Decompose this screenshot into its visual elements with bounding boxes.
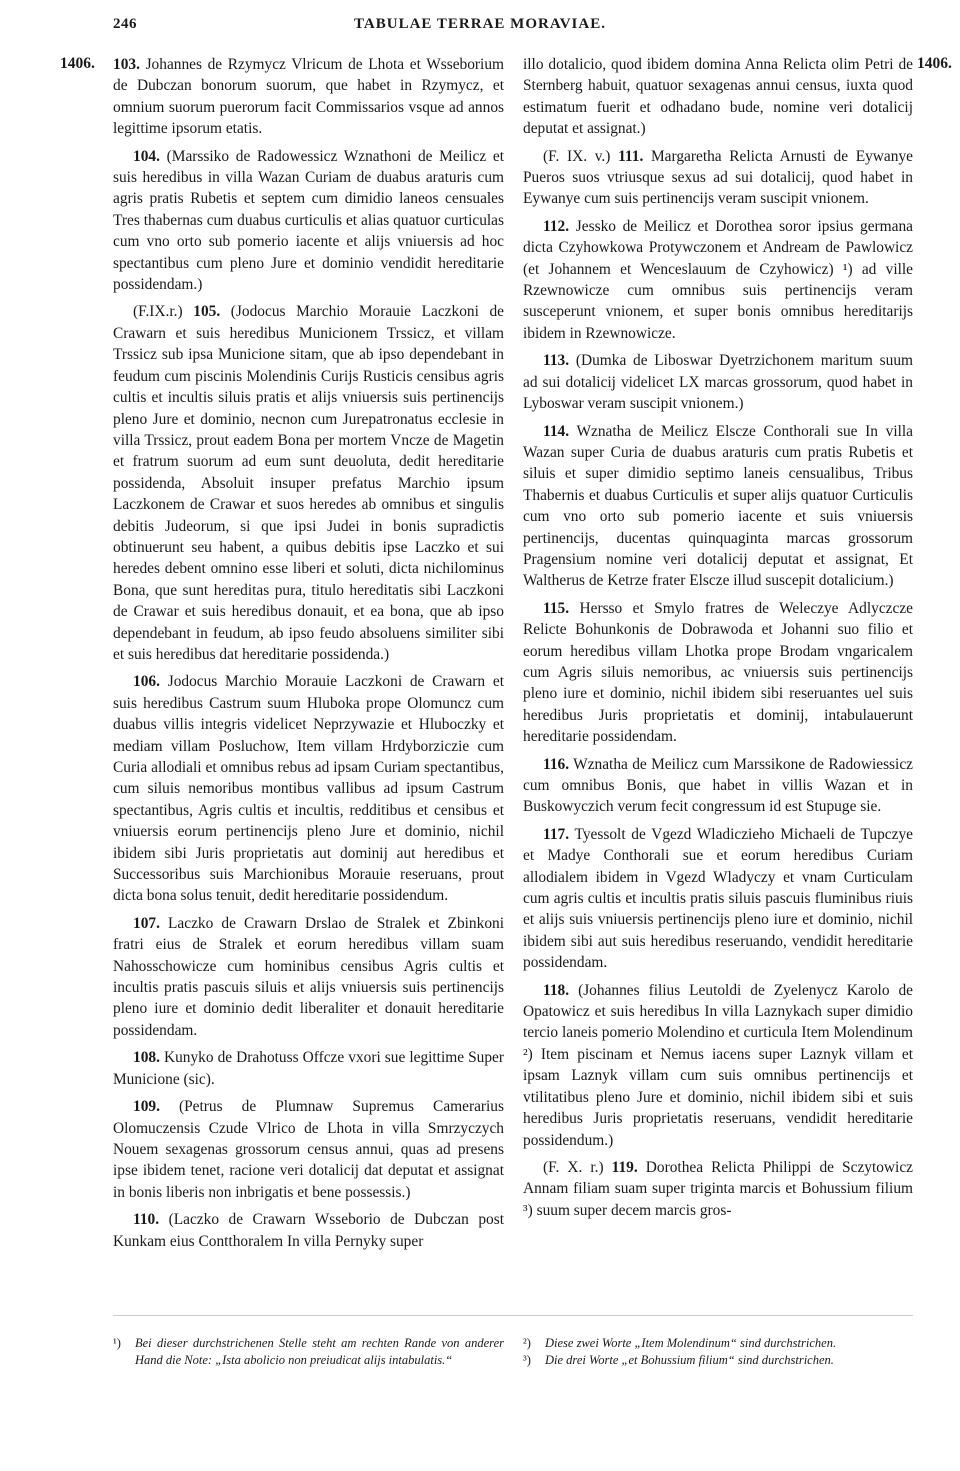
entry-text: Dorothea Relicta Philippi de Sczytowicz Annam filiam suam super triginta marcis et Bohussium filium ³) suum super decem marcis gros- [523,1158,913,1219]
footnote-text: Bei dieser durchstrichenen Stelle steht am rechten Rande von anderer Hand die Note: „Ista abolicio non preiudicat alijs intabulatis.“ [135,1336,504,1367]
left-column [113,54,504,1258]
entry-paragraph [523,146,913,210]
page-number: 246 [113,16,137,32]
entry-paragraph [523,350,913,414]
entry-paragraph [523,598,913,748]
footnote [113,1335,504,1369]
entry-text: (Petrus de Plumnaw Supremus Camerarius Olomuczensis Czude Vlrico de Lhota in villa Smrzyczych Nouem sexagenas grossorum census annui, quas ad presens ipse ibidem tenet, racione veri dotalicij dat deputat et assignat in bonis liberis non inbrigatis et bene possessis.) [113,1098,504,1201]
entry-text: Jodocus Marchio Morauie Laczkoni de Crawarn et suis heredibus Castrum suum Hluboka prope Olomuncz cum duabus villis integris videlicet Neprzywazie et Hluboczky et mediam villam Posluchow, Item villam Hrdyborziczie cum Curia allodiali et omnibus rebus ad ipsam Curiam spectantibus, cum siluis nemoribus montibus vallibus ad ipsum Castrum spectantibus, Agris cultis et incultis, redditibus et censibus et vniuersis eorum pertinencijs pleno Jure et dominio, nichil ibidem sibi Juris proprietatis aut dominij aut heredibus et Successoribus suis Marchionibus Morauie reseruans, prout dicta bona solus tenuit, dedit hereditarie possidendum. [113,673,504,905]
entry-paragraph [523,980,913,1151]
entry-text: Laczko de Crawarn Drslao de Stralek et Zbinkoni fratri eius de Stralek et eorum heredibus villam suam Nahosschowicze cum hominibus censibus Agris cultis et incultis pratis pascuis siluis et alijs vniuersis suis pertinencijs pleno iure et dominio dedit liberaliter et donauit hereditarie possidendam. [113,914,504,1039]
entry-paragraph [113,671,504,906]
entry-text: Jessko de Meilicz et Dorothea soror ipsius germana dicta Czyhowkowa Protywczonem et Andream de Pawlowicz (et Johannem et Wenceslauum de Czyhowicz) ¹) ad ville Rzewnowicze cum omnibus suis pertinencijs veram susceperunt vnionem, et super bonis omnibus hereditarijs ibidem in Rzewnowicze. [523,217,913,342]
entry-number: 106. [133,673,160,691]
entry-paragraph [113,1047,504,1090]
footnote-mark: ²) [523,1336,531,1350]
running-title: TABULAE TERRAE MORAVIAE. [354,16,606,32]
footnote-rule [113,1315,913,1316]
folio-reference: (F.IX.r.) [133,303,183,321]
entry-text: (Johannes filius Leutoldi de Zyelenycz Karolo de Opatowicz et suis heredibus In villa Laznykach super dimidio tercio laneis pomerio Molendino et curticula Item Molendinum ²) Item piscinam et Nemus iacens super Laznyk villam et ipsam Laznyk villam cum suis omnibus pertinencijs et vtilitatibus pleno Jure et dominio, nichil ibidem sibi et suis heredibus Juris proprietatis reseruans, vendidit hereditarie possidendum.) [523,981,914,1149]
entry-paragraph [113,54,504,140]
footnotes-left [113,1335,504,1369]
folio-reference: (F. IX. v.) [543,147,611,165]
entry-paragraph [523,824,913,974]
entry-text: illo dotalicio, quod ibidem domina Anna Relicta olim Petri de Sternberg habuit, quatuor sexagenas annui census, iuxta quod estimatum fuerit et odhadano bude, nomine veri dotalicij deputat et assignat.) [523,56,913,138]
entry-number: 108. [133,1049,160,1067]
entry-number: 109. [133,1098,160,1116]
footnote-mark: ¹) [113,1336,121,1350]
page-header [0,12,960,42]
entry-paragraph [113,913,504,1041]
entry-text: Wznatha de Meilicz Elscze Conthorali sue In villa Wazan super Curia de duabus araturis cum pratis Rubetis et siluis et super dimidio septimo laneis censualibus, Tribus Thabernis et duabus Curticulis et super alijs quatuor Curticulis cum vno orto sub pomerio iacente et suis vniuersis pertinencijs, ducentas quinquaginta marcas grossorum Pragensium nomine veri dotalicij deputat et assignat, Et Waltherus de Ketrze frater Elscze illud suscepit dotalicium.) [523,422,913,590]
entry-number: 104. [133,147,160,165]
entry-text: (Dumka de Liboswar Dyetrzichonem maritum suum ad sui dotalicij videlicet LX marcas grossorum, quod habet in Lyboswar veram suscipit vnionem.) [523,352,913,413]
footnote-mark: ³) [523,1353,531,1367]
entry-number: 111. [618,147,644,165]
footnote [523,1352,913,1369]
entry-text: Johannes de Rzymycz Vlricum de Lhota et Wsseborium de Dubczan bonorum suorum, que habet in Rzymycz, et omnium suorum puerorum facit Commissarios vsque ad annos legittime ipsorum etatis. [113,56,504,138]
entry-paragraph [523,216,913,344]
entry-text: Wznatha de Meilicz cum Marssikone de Radowiessicz cum omnibus Bonis, que habet in villis Wazan et in Buskowyczich verum fecit congressum id est Stupuge sie. [523,755,913,816]
entry-number: 103. [113,56,140,73]
entry-paragraph [113,1209,504,1252]
folio-reference: (F. X. r.) [543,1158,604,1176]
entry-paragraph [113,146,504,296]
entry-text: Margaretha Relicta Arnusti de Eywanye Pueros suos vtriusque sexus ad sui dotalicij, quod habet in Eywanye cum suis pertinencijs veram suscipit vnionem. [523,147,913,208]
entry-number: 105. [193,303,221,321]
entry-number: 117. [543,825,570,843]
entry-text: (Marssiko de Radowessicz Wznathoni de Meilicz et suis heredibus in villa Wazan Curiam de duabus araturis cum agris pratis Rubetis et septem cum dimidio laneos censuales Tres thabernas cum duabus curticulis et alias quatuor curticulas cum vno orto sub pomerio iacente et alijs vniuersis ad hoc spectantibus cum pleno Jure et dominio vendidit hereditarie possidendam.) [113,147,504,294]
entry-number: 118. [543,981,570,999]
year-right: 1406. [917,55,952,72]
entry-text: Kunyko de Drahotuss Offcze vxori sue legittime Super Municione (sic). [113,1049,504,1088]
entry-paragraph [113,1096,504,1203]
entry-number: 115. [543,599,570,617]
entry-number: 110. [133,1211,160,1229]
entry-number: 116. [543,755,570,773]
entry-number: 114. [543,422,570,440]
entry-paragraph [523,421,913,592]
entry-paragraph [113,301,504,665]
footnote [523,1335,913,1352]
entry-number: 119. [611,1158,638,1176]
footnote-text: Die drei Worte „et Bohussium filium“ sind durchstrichen. [545,1353,834,1367]
entry-paragraph [523,754,913,818]
entry-text: Tyessolt de Vgezd Wladiczieho Michaeli de Tupczye et Madye Conthorali sue et eorum heredibus Curiam allodialem ibidem in Vgezd Wladyczy et vnam Curticulam cum agris cultis et incultis pratis siluis pascuis fluminibus riuis et alijs suis vniuersis pertinencijs pleno iure et dominio, nichil ibidem sibi aut suis heredibus reseruando, vendidit hereditarie possidendam. [523,825,913,972]
footnotes-right [523,1335,913,1369]
entry-text: (Laczko de Crawarn Wsseborio de Dubczan post Kunkam eius Contthoralem In villa Pernyky super [113,1211,504,1250]
year-left: 1406. [60,55,95,72]
entry-number: 113. [543,352,570,370]
entry-number: 107. [133,914,160,932]
footnote-text: Diese zwei Worte „Item Molendinum“ sind durchstrichen. [545,1336,837,1350]
entry-paragraph [523,1157,913,1221]
right-column [523,54,913,1227]
entry-number: 112. [543,217,570,235]
entry-text: Hersso et Smylo fratres de Weleczye Adlyczcze Relicte Bohunkonis de Dobrawoda et Johanni suo filio et eorum heredibus villam Lhotka prope Brodam vngaricalem cum Agris siluis nemoribus, ac vniuersis suis pertinencijs pleno iure et dominio, nichil ibidem sibi reseruantes uel suis heredibus Juris proprietatis et dominij, intabulauerunt hereditarie possidendam. [523,599,913,746]
entry-text: (Jodocus Marchio Morauie Laczkoni de Crawarn et suis heredibus Municionem Trssicz, et villam Trssicz sub ipsa Municione sitam, que ab ipso dependebant in feudum cum piscinis Molendinis Curijs Rusticis censibus agris cultis et incultis siluis pratis et alijs vniuersis suis pertinencijs pleno Jure et dominio, necnon cum Jurepatronatus ecclesie in villa Trssicz, prout eadem Bona per mortem Vncze de Magetin et fratrum suorum ad eum sunt deuoluta, dedit hereditarie possidenda, Absoluit insuper prefatus Marchio ipsum Laczkonem de Crawar et suos heredes ab omnibus et singulis debitis Judeorum, si que ipsi Judei in bonis supradictis obtinuerunt seu habent, a quibus debitis ipse Laczko et sui heredes debent omnino esse liberi et soluti, dicta nichilominus Bona, que sunt hereditas pura, titulo hereditatis sibi Laczkoni de Crawar et suis heredibus donauit, et ea bona, que ab ipso dependebant in feudum, ab ipso feudo absoluens similiter sibi et suis heredibus dat hereditarie possidenda.) [113,303,504,663]
entry-paragraph [523,54,913,140]
